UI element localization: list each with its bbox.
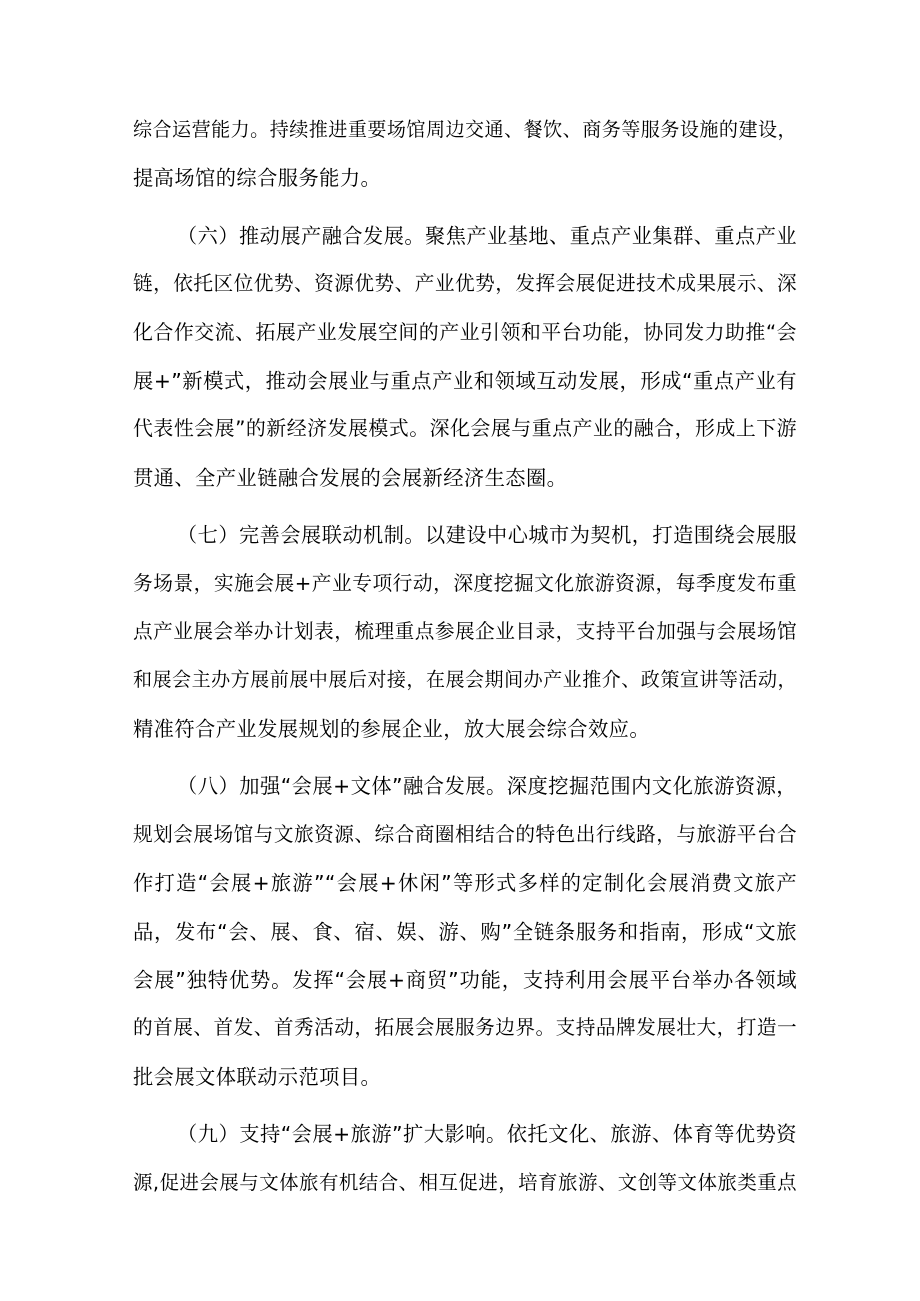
text-line: （八）加强“会展+文体”融合发展。深度挖掘范围内文化旅游资源， [177, 774, 797, 799]
paragraph-seven [133, 511, 797, 753]
text-line: 贯通、全产业链融合发展的会展新经济生态圈。 [133, 465, 568, 490]
text-line: 化合作交流、拓展产业发展空间的产业引领和平台功能，协同发力助推“会 [133, 320, 797, 344]
text-line: 精准符合产业发展规划的参展企业，放大展会综合效应。 [133, 716, 651, 741]
text-line: 会展”独特优势。发挥“会展+商贸”功能，支持利用会展平台举办各领域 [133, 967, 797, 992]
text-line: （七）完善会展联动机制。以建设中心城市为契机，打造围绕会展服 [177, 523, 797, 548]
paragraph-nine [133, 1110, 797, 1207]
paragraph-six [133, 212, 797, 502]
text-line: （六）推动展产融合发展。聚焦产业基地、重点产业集群、重点产业 [177, 223, 797, 248]
text-line: 规划会展场馆与文旅资源、综合商圈相结合的特色出行线路，与旅游平台合 [133, 822, 797, 846]
document-body [133, 106, 797, 1207]
text-line: 作打造“会展+旅游”“会展+休闲”等形式多样的定制化会展消费文旅产 [133, 871, 797, 896]
text-line: 点产业展会举办计划表，梳理重点参展企业目录，支持平台加强与会展场馆 [133, 620, 797, 644]
text-line: 的首展、首发、首秀活动，拓展会展服务边界。支持品牌发展壮大，打造一 [133, 1016, 797, 1040]
paragraph-operation-capability [133, 106, 797, 203]
text-line: 品，发布“会、展、食、宿、娱、游、购”全链条服务和指南，形成“文旅 [133, 919, 797, 944]
text-line: 务场景，实施会展+产业专项行动，深度挖掘文化旅游资源，每季度发布重 [133, 571, 797, 595]
text-line: 提高场馆的综合服务能力。 [133, 166, 382, 191]
text-line: 链，依托区位优势、资源优势、产业优势，发挥会展促进技术成果展示、深 [133, 272, 797, 296]
text-line: 综合运营能力。持续推进重要场馆周边交通、餐饮、商务等服务设施的建设， [133, 119, 797, 141]
text-line: 源,促进会展与文体旅有机结合、相互促进，培育旅游、文创等文体旅类重点 [133, 1170, 797, 1194]
paragraph-eight [133, 762, 797, 1101]
text-line: 展+”新模式，推动会展业与重点产业和领域互动发展，形成“重点产业有 [133, 369, 797, 394]
text-line: 代表性会展”的新经济发展模式。深化会展与重点产业的融合，形成上下游 [133, 417, 797, 441]
text-line: （九）支持“会展+旅游”扩大影响。依托文化、旅游、体育等优势资 [177, 1122, 797, 1147]
text-line: 批会展文体联动示范项目。 [133, 1064, 382, 1089]
text-line: 和展会主办方展前展中展后对接，在展会期间办产业推介、政策宣讲等活动， [133, 669, 797, 692]
